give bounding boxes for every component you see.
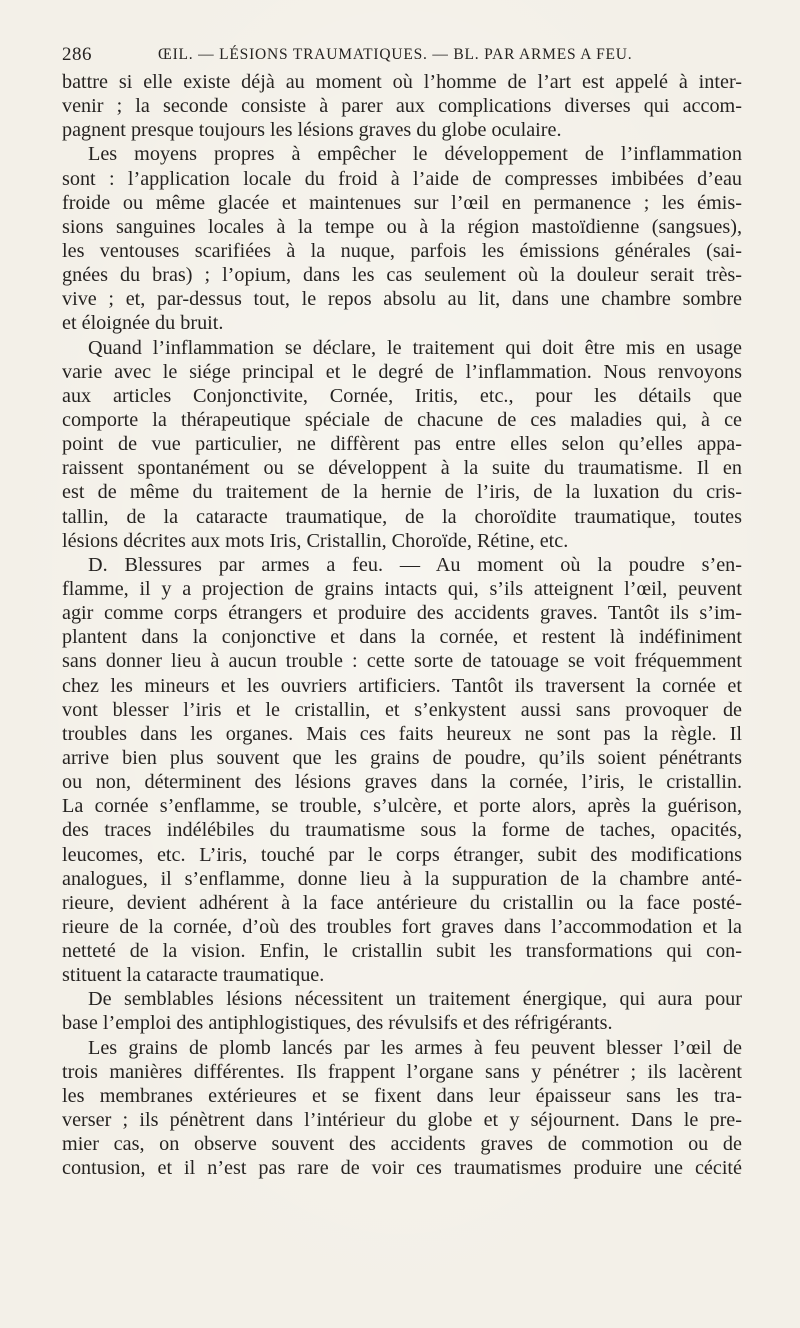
text-line: vive ; et, par-dessus tout, le repos absolu au lit, dans une chambre sombre (62, 288, 742, 311)
paragraph (62, 70, 742, 142)
text-line: stituent la cataracte traumatique. (62, 964, 325, 987)
text-line: flamme, il y a projection de grains intacts qui, s’ils atteignent l’œil, peuvent (62, 577, 742, 600)
text-line: arrive bien plus souvent que les grains de poudre, qu’ils soient pénétrants (62, 746, 742, 769)
text-line: Les moyens propres à empêcher le développement de l’inflammation (88, 143, 742, 166)
text-line: comporte la thérapeutique spéciale de chacune de ces maladies qui, à ce (62, 408, 742, 431)
text-line: point de vue particulier, ne diffèrent pas entre elles selon qu’elles appa- (62, 433, 742, 456)
text-line: raissent spontanément ou se développent à la suite du traumatisme. Il en (62, 457, 742, 480)
text-line: rieure, devient adhérent à la face antérieure du cristallin ou la face posté- (62, 891, 742, 914)
text-line: contusion, et il n’est pas rare de voir ces traumatismes produire une cécité (62, 1157, 742, 1180)
body-text (62, 70, 742, 1180)
text-line: des traces indélébiles du traumatisme sous la forme de taches, opacités, (62, 819, 742, 842)
text-line: froide ou même glacée et maintenues sur l’œil en permanence ; les émis- (62, 191, 742, 214)
text-line: Quand l’inflammation se déclare, le traitement qui doit être mis en usage (88, 336, 742, 359)
text-line: est de même du traitement de la hernie de l’iris, de la luxation du cris- (62, 481, 742, 504)
text-line: troubles dans les organes. Mais ces faits heureux ne sont pas la règle. Il (62, 722, 742, 745)
text-line: pagnent presque toujours les lésions graves du globe oculaire. (62, 119, 562, 142)
paragraph (62, 1036, 742, 1181)
text-line: tallin, de la cataracte traumatique, de la choroïdite traumatique, toutes (62, 505, 742, 528)
running-title: ŒIL. — LÉSIONS TRAUMATIQUES. — BL. PAR ARMES A FEU. (158, 46, 633, 63)
text-line: et éloignée du bruit. (62, 312, 224, 335)
text-line: ou non, déterminent des lésions graves dans la cornée, l’iris, le cristallin. (62, 771, 742, 794)
text-line: netteté de la vision. Enfin, le cristallin subit les transformations qui con- (62, 940, 742, 963)
text-line: plantent dans la conjonctive et dans la cornée, et restent là indéfiniment (62, 626, 742, 649)
text-line: analogues, il s’enflamme, donne lieu à la suppuration de la chambre anté- (62, 867, 742, 890)
paragraph (62, 142, 742, 335)
text-line: aux articles Conjonctivite, Cornée, Iritis, etc., pour les détails que (62, 384, 742, 407)
text-line: chez les mineurs et les ouvriers artificiers. Tantôt ils traversent la cornée et (62, 674, 742, 697)
text-line: les membranes extérieures et se fixent dans leur épaisseur sans les tra- (62, 1084, 742, 1107)
text-line: De semblables lésions nécessitent un traitement énergique, qui aura pour (88, 988, 742, 1011)
text-line: rieure de la cornée, d’où des troubles fort graves dans l’accommodation et la (62, 915, 742, 938)
text-line: les ventouses scarifiées à la nuque, parfois les émissions générales (sai- (62, 239, 742, 262)
paragraph (62, 987, 742, 1035)
text-line: base l’emploi des antiphlogistiques, des révulsifs et des réfrigérants. (62, 1012, 613, 1035)
text-line: leucomes, etc. L’iris, touché par le corps étranger, subit des modifications (62, 843, 742, 866)
text-line: sions sanguines locales à la tempe ou à la région mastoïdienne (sangsues), (62, 215, 742, 238)
paragraph (62, 553, 742, 988)
text-line: venir ; la seconde consiste à parer aux complications diverses qui accom- (62, 95, 742, 118)
text-line: La cornée s’enflamme, se trouble, s’ulcère, et porte alors, après la guérison, (62, 795, 742, 818)
text-line: mier cas, on observe souvent des accidents graves de commotion ou de (62, 1133, 742, 1156)
text-line: Les grains de plomb lancés par les armes à feu peuvent blesser l’œil de (88, 1036, 742, 1059)
text-line: lésions décrites aux mots Iris, Cristallin, Choroïde, Rétine, etc. (62, 529, 569, 552)
text-line: agir comme corps étrangers et produire des accidents graves. Tantôt ils s’im- (62, 602, 742, 625)
text-line: D. Blessures par armes a feu. — Au moment où la poudre s’en- (88, 553, 742, 576)
text-line: vont blesser l’iris et le cristallin, et s’enkystent aussi sans provoquer de (62, 698, 742, 721)
text-line: verser ; ils pénètrent dans l’intérieur du globe et y séjournent. Dans le pre- (62, 1109, 742, 1132)
text-line: sans donner lieu à aucun trouble : cette sorte de tatouage se voit fréquemment (62, 650, 742, 673)
paragraph (62, 336, 742, 553)
text-line: gnées du bras) ; l’opium, dans les cas seulement où la douleur serait très- (62, 264, 742, 287)
page-number: 286 (62, 44, 92, 65)
text-line: trois manières différentes. Ils frappent l’organe sans y pénétrer ; ils lacèrent (62, 1060, 742, 1083)
text-line: sont : l’application locale du froid à l’aide de compresses imbibées d’eau (62, 167, 742, 190)
text-line: battre si elle existe déjà au moment où l’homme de l’art est appelé à inter- (62, 71, 742, 93)
text-line: varie avec le siége principal et le degré de l’inflammation. Nous renvoyons (62, 360, 742, 383)
page-header (62, 44, 742, 70)
